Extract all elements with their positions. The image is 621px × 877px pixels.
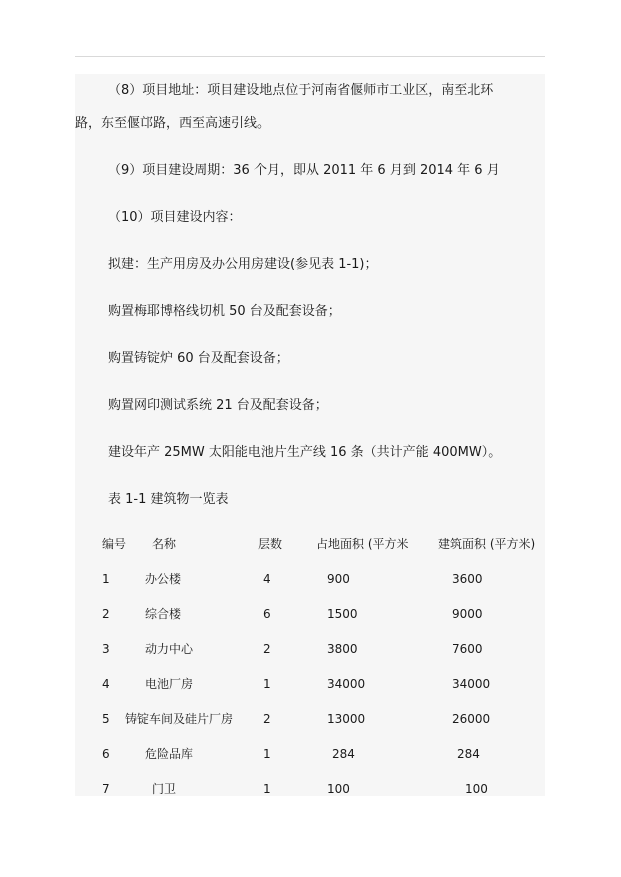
row-name: 铸锭车间及硅片厂房 (125, 712, 234, 726)
header-id: 编号 (102, 537, 127, 551)
row-name: 动力中心 (145, 642, 194, 656)
row-build-area: 3600 (452, 572, 483, 586)
content-item-screen-print-systems: 购置网印测试系统 21 台及配套设备； (108, 398, 328, 413)
row-floors: 4 (263, 572, 271, 586)
row-id: 5 (102, 712, 110, 726)
header-floors: 层数 (258, 537, 283, 551)
paragraph-project-content: （10）项目建设内容： (108, 210, 242, 225)
row-floors: 1 (263, 747, 271, 761)
row-name: 综合楼 (145, 607, 182, 621)
row-build-area: 26000 (452, 712, 491, 726)
row-land-area: 1500 (327, 607, 358, 621)
row-land-area: 13000 (327, 712, 366, 726)
row-id: 4 (102, 677, 110, 691)
row-land-area: 34000 (327, 677, 366, 691)
row-build-area: 7600 (452, 642, 483, 656)
content-item-wire-saws: 购置梅耶博格线切机 50 台及配套设备； (108, 304, 341, 319)
paragraph-project-address-line1: （8）项目地址：项目建设地点位于河南省偃师市工业区，南至北环 (108, 83, 494, 98)
paragraph-project-address-line2: 路，东至偃邙路，西至高速引线。 (75, 116, 271, 131)
row-land-area: 900 (327, 572, 350, 586)
row-land-area: 3800 (327, 642, 358, 656)
row-floors: 1 (263, 677, 271, 691)
row-name: 危险品库 (145, 747, 194, 761)
row-name: 办公楼 (145, 572, 182, 586)
content-item-production-lines: 建设年产 25MW 太阳能电池片生产线 16 条（共计产能 400MW）。 (108, 445, 502, 460)
row-id: 7 (102, 782, 110, 796)
row-floors: 2 (263, 712, 271, 726)
row-floors: 2 (263, 642, 271, 656)
row-id: 2 (102, 607, 110, 621)
content-item-buildings: 拟建：生产用房及办公用房建设(参见表 1-1)； (108, 257, 378, 272)
row-floors: 1 (263, 782, 271, 796)
row-floors: 6 (263, 607, 271, 621)
row-name: 电池厂房 (145, 677, 194, 691)
table-caption: 表 1-1 建筑物一览表 (108, 492, 229, 507)
row-id: 3 (102, 642, 110, 656)
row-land-area: 100 (327, 782, 350, 796)
row-name: 门卫 (152, 782, 177, 796)
row-build-area: 9000 (452, 607, 483, 621)
header-name: 名称 (152, 537, 177, 551)
row-build-area: 100 (465, 782, 488, 796)
row-id: 6 (102, 747, 110, 761)
row-build-area: 284 (457, 747, 480, 761)
top-divider (75, 56, 545, 57)
row-land-area: 284 (332, 747, 355, 761)
row-id: 1 (102, 572, 110, 586)
header-build-area: 建筑面积 (平方米) (438, 537, 536, 551)
row-build-area: 34000 (452, 677, 491, 691)
content-item-ingot-furnaces: 购置铸锭炉 60 台及配套设备； (108, 351, 289, 366)
paragraph-project-period: （9）项目建设周期：36 个月，即从 2011 年 6 月到 2014 年 6 月 (108, 163, 500, 178)
header-land-area: 占地面积 (平方米 (316, 537, 409, 551)
